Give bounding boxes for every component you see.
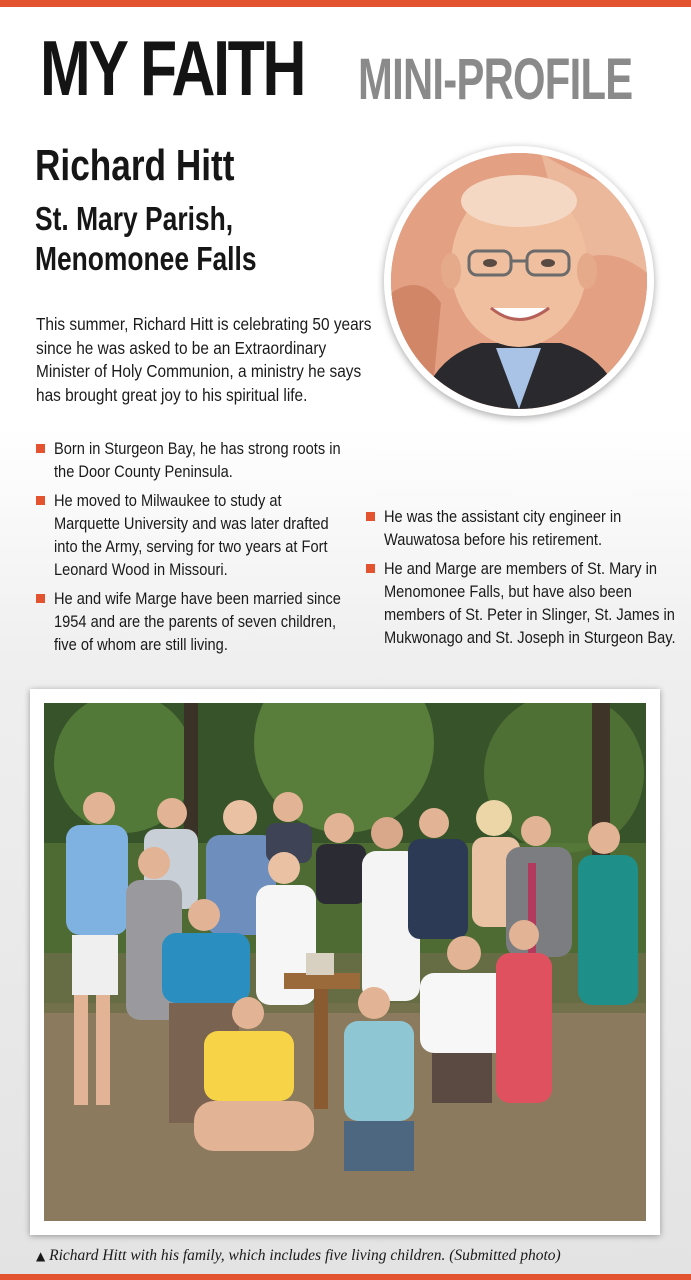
header-subtitle: MINI-PROFILE bbox=[358, 47, 633, 112]
header-title: MY FAITH bbox=[40, 24, 305, 112]
profile-name: Richard Hitt bbox=[35, 141, 235, 190]
bullet-square-icon bbox=[366, 564, 375, 573]
family-photo-illustration bbox=[44, 703, 646, 1221]
bullet-text: He was the assistant city engineer in Wauwatosa before his retirement. bbox=[384, 507, 622, 549]
bullet-square-icon bbox=[366, 512, 375, 521]
section-header bbox=[40, 24, 379, 112]
bullet-item bbox=[36, 587, 341, 656]
parish-line-1: St. Mary Parish, bbox=[35, 200, 234, 237]
profile-panel bbox=[0, 7, 691, 1274]
bullet-list-left bbox=[36, 437, 341, 662]
family-photo bbox=[44, 703, 646, 1221]
profile-parish bbox=[35, 199, 257, 278]
bullet-text: He moved to Milwaukee to study at Marquette University and was later drafted into the Army, serving for two years at Fort Leonard Wood in Missouri. bbox=[54, 491, 329, 579]
bullet-text: He and wife Marge have been married since 1954 and are the parents of seven children, five of whom are still living. bbox=[54, 589, 341, 654]
portrait-illustration bbox=[391, 153, 647, 409]
bullet-square-icon bbox=[36, 444, 45, 453]
caption-triangle-icon: ▲ bbox=[36, 1249, 46, 1263]
bullet-item bbox=[36, 437, 341, 483]
portrait-photo bbox=[384, 146, 654, 416]
bullet-text: Born in Sturgeon Bay, he has strong roots in the Door County Peninsula. bbox=[54, 439, 341, 481]
intro-paragraph: This summer, Richard Hitt is celebrating 50 years since he was asked to be an Extraordinary Minister of Holy Communion, a ministry he says has brought great joy to his spiritual life. bbox=[36, 314, 372, 405]
portrait-image bbox=[391, 153, 647, 409]
bullet-item bbox=[36, 489, 336, 581]
parish-line-2: Menomonee Falls bbox=[35, 239, 257, 277]
caption-text: Richard Hitt with his family, which includes five living children. (Submitted photo) bbox=[49, 1247, 561, 1264]
top-accent-bar bbox=[0, 0, 691, 7]
bullet-list-right bbox=[366, 505, 676, 655]
bullet-square-icon bbox=[36, 594, 45, 603]
bottom-accent-bar bbox=[0, 1274, 691, 1280]
family-photo-frame bbox=[30, 689, 660, 1235]
bullet-item bbox=[366, 557, 676, 649]
bullet-text: He and Marge are members of St. Mary in Menomonee Falls, but have also been members of St. Peter in Slinger, St. James in Mukwonago and St. Joseph in Sturgeon Bay. bbox=[384, 559, 676, 647]
bullet-item bbox=[366, 505, 666, 551]
photo-caption bbox=[36, 1247, 561, 1265]
bullet-square-icon bbox=[36, 496, 45, 505]
